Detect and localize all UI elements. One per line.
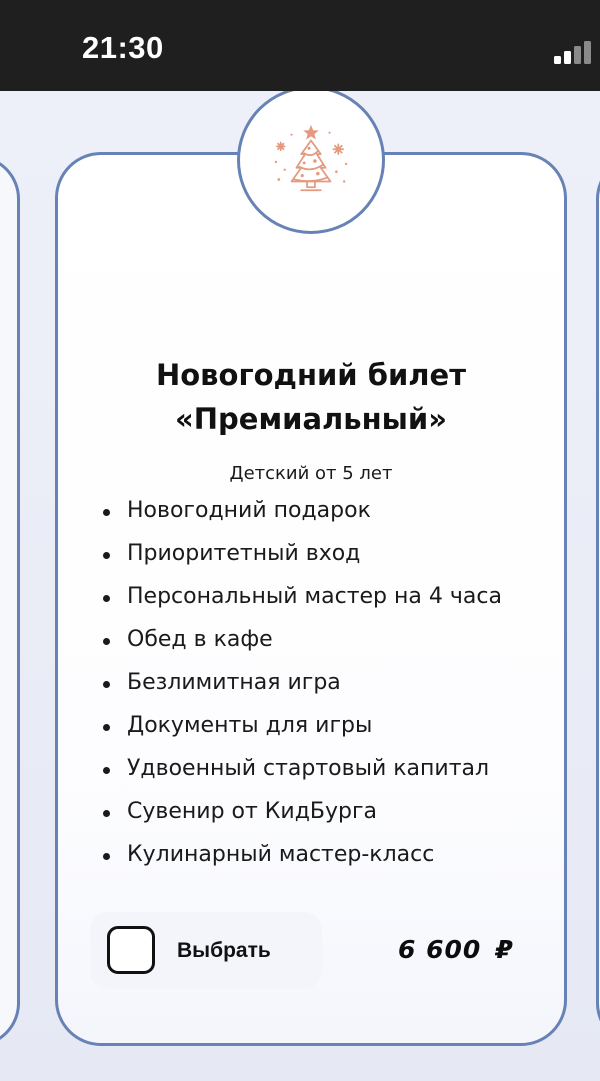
- previous-ticket-card[interactable]: [0, 155, 20, 1047]
- ticket-title-line1: Новогодний билет: [155, 358, 467, 392]
- currency-symbol: ₽: [495, 935, 514, 964]
- select-checkbox[interactable]: [107, 926, 155, 974]
- ticket-badge: [237, 91, 385, 234]
- feature-item: Приоритетный вход: [103, 532, 502, 575]
- feature-item: Обед в кафе: [103, 618, 502, 661]
- feature-item: Кулинарный мастер-класс: [103, 833, 502, 876]
- signal-strength-icon: [554, 40, 594, 64]
- select-label: Выбрать: [177, 939, 271, 962]
- feature-item: Удвоенный стартовый капитал: [103, 747, 502, 790]
- christmas-tree-icon: [272, 121, 350, 199]
- feature-item: Документы для игры: [103, 704, 502, 747]
- feature-item: Безлимитная игра: [103, 661, 502, 704]
- feature-item: Новогодний подарок: [103, 489, 502, 532]
- feature-item: Персональный мастер на 4 часа: [103, 575, 502, 618]
- status-time: 21:30: [82, 30, 164, 65]
- ticket-title-line2: «Премиальный»: [175, 402, 447, 436]
- ticket-title: [55, 353, 567, 441]
- ticket-price: [398, 930, 514, 970]
- ticket-subtitle: Детский от 5 лет: [229, 463, 393, 484]
- select-ticket-button[interactable]: [90, 912, 322, 989]
- next-ticket-card[interactable]: [596, 155, 600, 1047]
- features-list: [103, 489, 502, 876]
- feature-item: Сувенир от КидБурга: [103, 790, 502, 833]
- status-bar: [0, 0, 600, 91]
- price-value: 6 600: [398, 935, 482, 964]
